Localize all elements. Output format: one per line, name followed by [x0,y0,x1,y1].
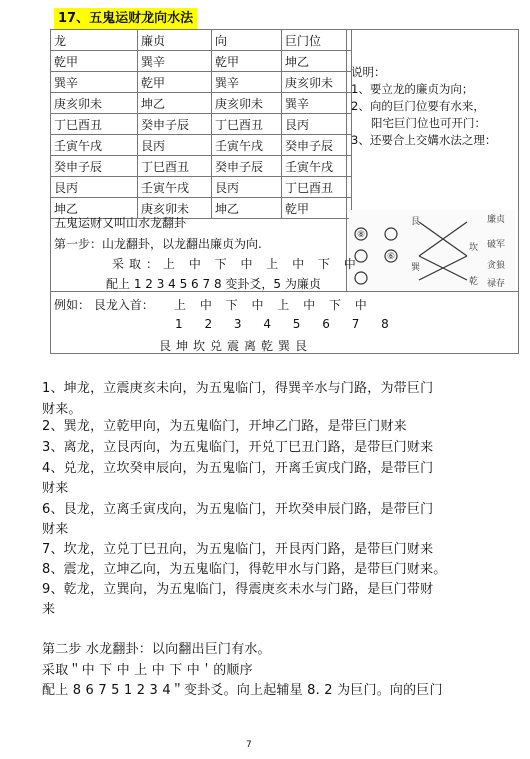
table-cell: 壬寅午戌 [138,177,212,198]
body-line: 7、坎龙，立兑丁巳丑向，为五鬼临门，开艮丙门路，是带巨门财来 [42,542,434,557]
body-line: 6、艮龙，立离壬寅戌向，为五鬼临门，开坎癸申辰门路，是带巨门 [42,502,434,517]
example-gua: 艮坤坎兑震离乾巽艮 [159,339,313,353]
table-cell: 癸申子辰 [212,156,282,177]
table-cell: 艮丙 [51,177,138,198]
figure-label: 廉贞 [487,215,506,225]
table-cell: 庚亥卯未 [51,93,138,114]
table-cell: 乾甲 [282,198,352,219]
table-cell: 坤乙 [51,198,138,219]
figure-label: ⑥ [387,252,396,262]
table-cell: 巽辛 [51,72,138,93]
note-heading: 说明： [351,65,386,79]
table-row [51,135,352,156]
box-line: 第一步：山龙翻卦，以龙翻出廉贞为向. [54,237,262,251]
body-line: 4、兑龙，立坎癸申辰向，为五鬼临门，开离壬寅戌门路，是带巨门 [42,461,434,476]
section-title: 17、五鬼运财龙向水法 [54,8,197,29]
table-cell: 丁巳酉丑 [51,114,138,135]
table-cell: 丁巳酉丑 [282,177,352,198]
table-cell: 坤乙 [212,198,282,219]
table-cell: 乾甲 [51,51,138,72]
figure-label: 禄存 [487,279,506,289]
figure-label: 贪狼 [487,261,506,271]
table-header-row [51,30,352,51]
header-dragon: 龙 [51,30,138,51]
body-line: 1、坤龙，立震庚亥未向，为五鬼临门，得巽辛水与门路，为带巨门 [42,381,434,396]
table-cell: 壬寅午戌 [51,135,138,156]
table-cell: 艮丙 [282,114,352,135]
example-numbers: 1 2 3 4 5 6 7 8 [175,317,398,331]
gua-diagram [349,210,515,290]
table-cell: 巽辛 [138,51,212,72]
box-line: 配上 1 2 3 4 5 6 7 8 变卦爻，5 为廉贞 [106,277,321,291]
dragon-direction-table [50,29,352,219]
body-line: 2、巽龙，立乾甲向，为五鬼临门，开坤乙门路，是带巨门财来 [42,419,407,434]
table-cell: 乾甲 [138,72,212,93]
table-cell: 癸申子辰 [138,114,212,135]
table-row [51,51,352,72]
figure-label: ⑧ [357,230,366,240]
table-row [51,93,352,114]
step2-line: 配上 8 6 7 5 1 2 3 4＂变卦爻。向上起辅星 8. 2 为巨门。向的巨门 [42,683,443,698]
header-direction: 向 [212,30,282,51]
body-line: 财来。 [42,402,82,417]
figure-label: 巽 [411,263,421,273]
body-line: 财来 [42,481,69,496]
table-cell: 丁巳酉丑 [138,156,212,177]
body-line: 9、乾龙，立巽向，为五鬼临门，得震庚亥未水与门路，是巨门带财 [42,582,434,597]
header-lianzhen: 廉贞 [138,30,212,51]
gua-diagram-figure [349,210,515,290]
box-line: 五鬼运财又叫山水龙翻卦 [54,216,187,230]
table-cell: 壬寅午戌 [282,156,352,177]
note-item: 2、向的巨门位要有水来， [351,99,485,113]
body-line: 8、震龙，立坤乙向，为五鬼临门，得乾甲水与门路，是带巨门财来。 [42,562,447,577]
table-cell: 巽辛 [212,72,282,93]
box-line: 采取：上 中 下 中 上 中 下 中 [112,257,361,271]
figure-label: 破军 [487,240,506,250]
note-item: 阳宅巨门位也可开门： [371,116,486,130]
body-line: 来 [42,602,56,617]
table-cell: 坤乙 [138,93,212,114]
table-row [51,114,352,135]
table-cell: 艮丙 [212,177,282,198]
table-cell: 乾甲 [212,51,282,72]
step2-line: 采取＂中 下 中 上 中 下 中＇的顺序 [42,663,253,678]
header-jumen: 巨门位 [282,30,352,51]
table-cell: 壬寅午戌 [212,135,282,156]
table-cell: 丁巳酉丑 [212,114,282,135]
table-cell: 巽辛 [282,93,352,114]
table-cell: 艮丙 [138,135,212,156]
example-label: 例如： 艮龙入首： [54,298,154,312]
step2-line: 第二步 水龙翻卦：以向翻出巨门有水。 [42,642,271,657]
table-cell: 癸申子辰 [282,135,352,156]
page-number: 7 [246,740,252,750]
note-item: 3、还要合上交媾水法之理： [351,133,497,147]
table-cell: 庚亥卯未 [138,198,212,219]
body-line: 财来 [42,522,69,537]
table-row [51,177,352,198]
table-cell: 癸申子辰 [51,156,138,177]
table-row [51,156,352,177]
explanation-note [351,64,519,149]
figure-label: 艮 [411,217,421,227]
figure-label: 坎 [469,243,479,253]
body-line: 3、离龙，立艮丙向，为五鬼临门，开兑丁巳丑门路，是带巨门财来 [42,440,434,455]
table-cell: 庚亥卯未 [282,72,352,93]
table-cell: 庚亥卯未 [212,93,282,114]
note-item: 1、要立龙的廉贞为向； [351,82,474,96]
example-sequence: 上 中 下 中 上 中 下 中 [174,298,372,312]
box-divider [346,29,347,291]
table-cell: 坤乙 [282,51,352,72]
table-row [51,72,352,93]
figure-label: 乾 [469,277,479,287]
